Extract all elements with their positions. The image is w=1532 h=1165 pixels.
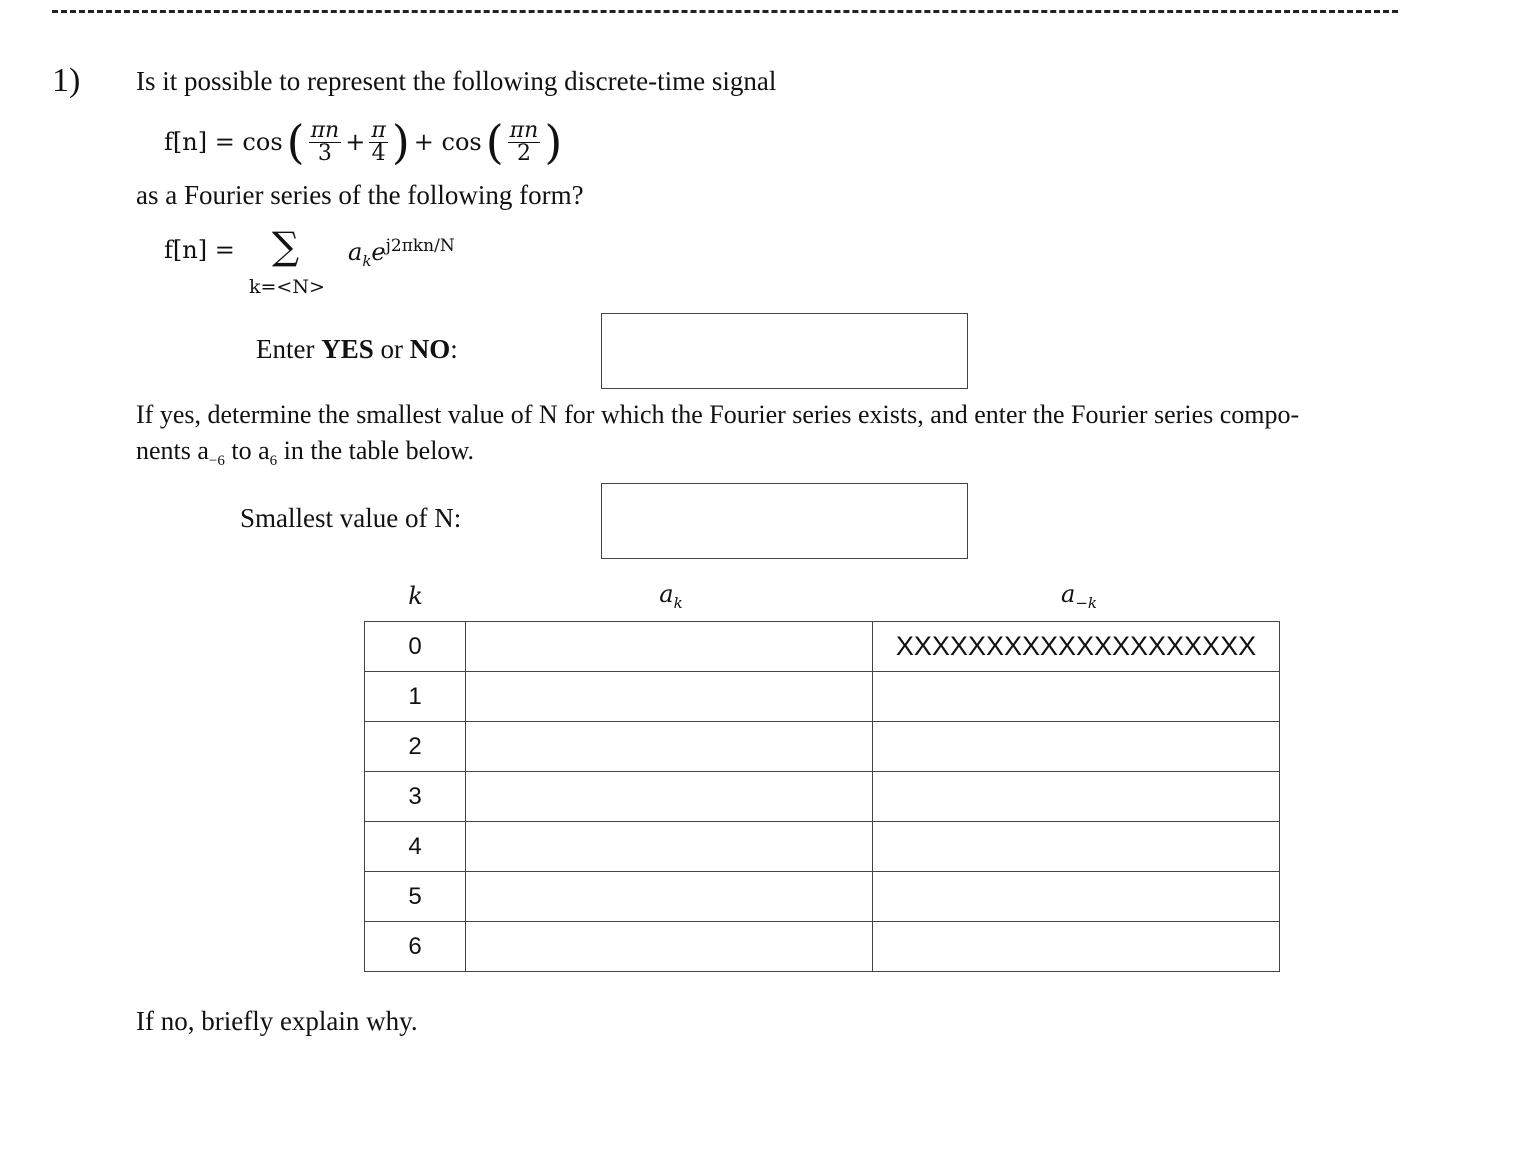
open-paren: ( [485, 115, 504, 169]
dashed-separator [52, 10, 1398, 13]
series-term [348, 236, 455, 270]
line2-mid: to a [224, 436, 270, 465]
a-neg-k-input-cell[interactable] [873, 722, 1280, 772]
ak-input-cell[interactable] [466, 922, 873, 972]
a-neg-k-a: a [1061, 580, 1076, 608]
ak-a: a [659, 580, 674, 608]
col-header-a-neg-k [875, 580, 1283, 612]
a-neg-k-sub: −k [1075, 593, 1097, 612]
exponent: j2πkn/N [385, 236, 455, 256]
ak-input-cell[interactable] [466, 872, 873, 922]
coef-a: a [348, 238, 363, 266]
table-row [365, 922, 1280, 972]
fraction-pi-over-4 [369, 117, 387, 166]
a-neg-k-input-cell[interactable] [873, 872, 1280, 922]
sub-neg6: −6 [208, 453, 225, 470]
plus-sign: + [345, 128, 366, 156]
a-neg-k-input-cell[interactable] [873, 922, 1280, 972]
col-header-ak [467, 580, 875, 612]
smallest-n-label: Smallest value of N: [240, 503, 462, 533]
k-cell: 6 [365, 922, 466, 972]
smallest-n-input[interactable] [601, 483, 968, 559]
sub-6: 6 [269, 453, 278, 470]
k-cell: 2 [365, 722, 466, 772]
col-header-k: k [408, 582, 423, 610]
question-number: 1) [52, 62, 81, 99]
open-paren: ( [286, 115, 305, 169]
yes-word: YES [321, 334, 374, 364]
fraction-pi-n-over-3 [309, 117, 342, 166]
close-paren: ) [391, 115, 410, 169]
ak-input-cell[interactable] [466, 822, 873, 872]
a-neg-k-input-cell[interactable] [873, 772, 1280, 822]
line2-post: in the table below. [277, 436, 475, 465]
ak-sub: k [673, 593, 683, 612]
close-paren: ) [544, 115, 563, 169]
fraction-numerator: πn [310, 117, 340, 143]
question-prompt: Is it possible to represent the following discrete-time signal [136, 66, 777, 96]
table-row [365, 722, 1280, 772]
sum-limit: k=<N> [249, 276, 325, 298]
table-row [365, 772, 1280, 822]
series-lhs: f[n] = [164, 236, 235, 264]
a-neg-k-input-cell[interactable] [873, 672, 1280, 722]
table-row [365, 622, 1280, 672]
table-row [365, 822, 1280, 872]
fraction-numerator: πn [509, 117, 539, 143]
fraction-denominator: 4 [371, 140, 386, 166]
ak-input-cell[interactable] [466, 722, 873, 772]
fraction-denominator: 2 [516, 140, 531, 166]
ak-input-cell[interactable] [466, 622, 873, 672]
yes-no-prefix: Enter [256, 334, 322, 364]
form-prompt: as a Fourier series of the following form? [136, 180, 584, 210]
exp-base: e [371, 238, 386, 266]
plus-cos: + cos [413, 128, 482, 156]
yes-no-input[interactable] [601, 313, 968, 389]
if-yes-line-1: If yes, determine the smallest value of N for which the Fourier series exists, and enter the Fourier series compo- [136, 400, 1300, 429]
k-cell: 3 [365, 772, 466, 822]
fraction-denominator: 3 [317, 140, 332, 166]
table-row [365, 872, 1280, 922]
ak-input-cell[interactable] [466, 772, 873, 822]
ak-input-cell[interactable] [466, 672, 873, 722]
or-word: or [373, 334, 410, 364]
table-row [365, 672, 1280, 722]
sigma-symbol: ∑ [272, 224, 300, 268]
fraction-numerator: π [371, 117, 386, 143]
signal-equation [164, 110, 562, 174]
k-cell: 5 [365, 872, 466, 922]
fraction-pi-n-over-2 [508, 117, 541, 166]
signal-lhs: f[n] = cos [164, 128, 283, 156]
coef-sub: k [362, 251, 372, 270]
k-cell: 4 [365, 822, 466, 872]
if-yes-line-2 [136, 436, 474, 470]
k-cell: 0 [365, 622, 466, 672]
colon: : [450, 334, 458, 364]
yes-no-label [256, 334, 458, 365]
a-neg-k-blocked-cell: XXXXXXXXXXXXXXXXXXXX [873, 622, 1280, 672]
line2-pre: nents a [136, 436, 209, 465]
a-neg-k-input-cell[interactable] [873, 822, 1280, 872]
k-cell: 1 [365, 672, 466, 722]
no-word: NO [409, 334, 451, 364]
if-no-label: If no, briefly explain why. [136, 1006, 418, 1036]
fourier-coefficient-table [364, 621, 1280, 972]
